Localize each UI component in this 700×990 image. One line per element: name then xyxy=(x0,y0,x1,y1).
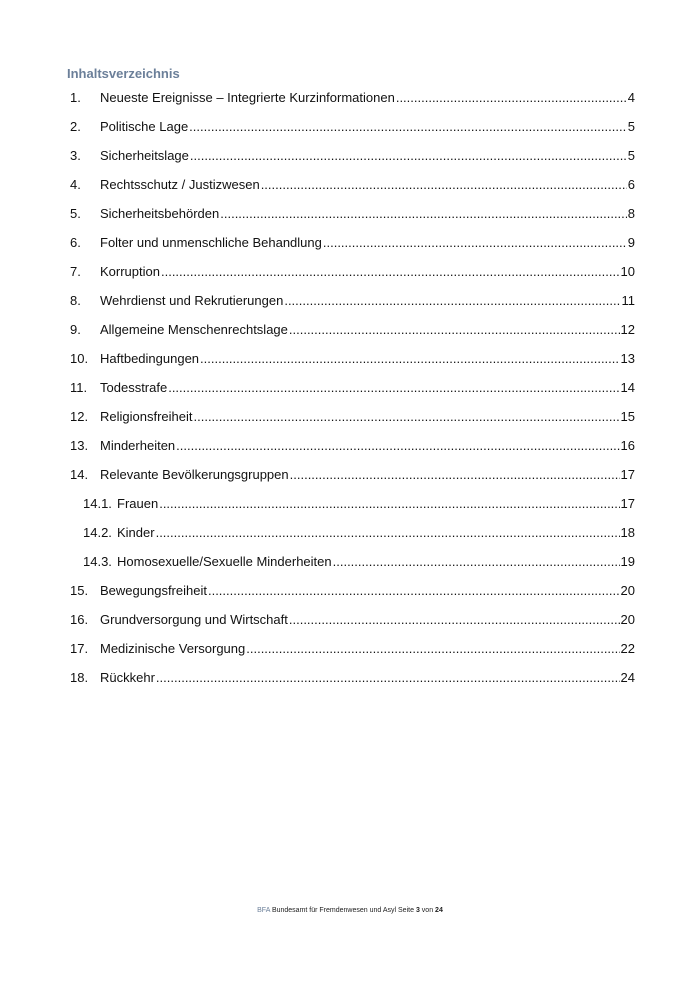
toc-entry-number: 10. xyxy=(70,351,89,366)
toc-dot-leader xyxy=(189,117,627,137)
toc-entry[interactable] xyxy=(70,494,635,523)
toc-entry-number: 5. xyxy=(70,206,81,221)
toc-entry[interactable] xyxy=(70,378,635,407)
toc-entry-page[interactable]: 9 xyxy=(627,235,635,250)
toc-entry[interactable] xyxy=(70,523,635,552)
toc-entry-page[interactable]: 19 xyxy=(620,554,635,569)
toc-entry-title[interactable]: Korruption xyxy=(100,264,160,279)
toc-title: Inhaltsverzeichnis xyxy=(67,66,180,81)
toc-entry-page[interactable]: 16 xyxy=(620,438,635,453)
toc-entry-page[interactable]: 13 xyxy=(620,351,635,366)
toc-entry-number: 9. xyxy=(70,322,81,337)
toc-dot-leader xyxy=(159,494,619,514)
toc-entry-number: 8. xyxy=(70,293,81,308)
page-footer xyxy=(0,907,700,914)
toc-dot-leader xyxy=(161,262,620,282)
toc-entry-page[interactable]: 10 xyxy=(620,264,635,279)
toc-entry[interactable] xyxy=(70,88,635,117)
toc-dot-leader xyxy=(290,465,620,485)
toc-entry-title[interactable]: Rechtsschutz / Justizwesen xyxy=(100,177,260,192)
toc-entry-page[interactable]: 6 xyxy=(627,177,635,192)
toc-entry-title[interactable]: Bewegungsfreiheit xyxy=(100,583,207,598)
toc-entry-page[interactable]: 22 xyxy=(620,641,635,656)
toc-entry-title[interactable]: Kinder xyxy=(117,525,155,540)
toc-dot-leader xyxy=(323,233,627,253)
toc-dot-leader xyxy=(284,291,620,311)
toc-entry[interactable] xyxy=(70,320,635,349)
toc-entry-number: 1. xyxy=(70,90,81,105)
toc-entry-page[interactable]: 5 xyxy=(627,148,635,163)
toc-entry-number: 2. xyxy=(70,119,81,134)
toc-entry-number: 12. xyxy=(70,409,89,424)
toc-entry-number: 15. xyxy=(70,583,89,598)
footer-agency: Bundesamt für Fremdenwesen und Asyl xyxy=(271,907,397,914)
toc-dot-leader xyxy=(289,610,620,630)
toc-entry-title[interactable]: Relevante Bevölkerungsgruppen xyxy=(100,467,289,482)
footer-brand: BFA xyxy=(257,907,270,914)
toc-entry[interactable] xyxy=(70,436,635,465)
toc-entry-title[interactable]: Sicherheitslage xyxy=(100,148,189,163)
toc-entry-number: 11. xyxy=(70,380,88,395)
toc-entry-number: 16. xyxy=(70,612,89,627)
toc-entry-number: 4. xyxy=(70,177,81,192)
toc-entry-title[interactable]: Sicherheitsbehörden xyxy=(100,206,220,221)
toc-entry-title[interactable]: Haftbedingungen xyxy=(100,351,200,366)
toc-dot-leader xyxy=(190,146,627,166)
toc-entry-title[interactable]: Todesstrafe xyxy=(100,380,168,395)
toc-entry[interactable] xyxy=(70,175,635,204)
toc-entry-title[interactable]: Folter und unmenschliche Behandlung xyxy=(100,235,322,250)
toc-entry-title[interactable]: Minderheiten xyxy=(100,438,176,453)
toc-entry[interactable] xyxy=(70,465,635,494)
toc-entry-number: 18. xyxy=(70,670,89,685)
toc-entry-title[interactable]: Allgemeine Menschenrechtslage xyxy=(100,322,288,337)
toc-entry-page[interactable]: 8 xyxy=(627,206,635,221)
toc-entry-page[interactable]: 5 xyxy=(627,119,635,134)
toc-dot-leader xyxy=(168,378,619,398)
toc-entry-number: 14.1. xyxy=(83,496,112,511)
toc-entry[interactable] xyxy=(70,117,635,146)
toc-entry-page[interactable]: 17 xyxy=(620,496,635,511)
toc-entry[interactable] xyxy=(70,146,635,175)
toc-entry-page[interactable]: 12 xyxy=(620,322,635,337)
toc-entry-page[interactable]: 15 xyxy=(620,409,635,424)
toc-dot-leader xyxy=(220,204,627,224)
table-of-contents xyxy=(70,88,635,697)
toc-entry-title[interactable]: Homosexuelle/Sexuelle Minderheiten xyxy=(117,554,332,569)
toc-entry[interactable] xyxy=(70,639,635,668)
footer-current-page: 3 xyxy=(415,907,420,914)
toc-dot-leader xyxy=(246,639,619,659)
toc-entry-number: 14. xyxy=(70,467,89,482)
toc-entry-page[interactable]: 4 xyxy=(627,90,635,105)
toc-entry-number: 3. xyxy=(70,148,81,163)
toc-entry-title[interactable]: Rückkehr xyxy=(100,670,155,685)
toc-entry[interactable] xyxy=(70,407,635,436)
toc-entry-number: 14.3. xyxy=(83,554,112,569)
toc-entry-page[interactable]: 20 xyxy=(620,612,635,627)
toc-dot-leader xyxy=(156,523,620,543)
toc-dot-leader xyxy=(176,436,619,456)
toc-entry[interactable] xyxy=(70,291,635,320)
toc-entry[interactable] xyxy=(70,610,635,639)
toc-entry[interactable] xyxy=(70,233,635,262)
toc-entry-number: 17. xyxy=(70,641,89,656)
toc-entry-page[interactable]: 11 xyxy=(621,293,635,308)
toc-entry[interactable] xyxy=(70,552,635,581)
footer-page-word: Seite xyxy=(398,907,414,914)
toc-entry-number: 7. xyxy=(70,264,81,279)
toc-dot-leader xyxy=(200,349,620,369)
toc-entry-number: 13. xyxy=(70,438,89,453)
toc-dot-leader xyxy=(194,407,620,427)
toc-entry-title[interactable]: Religionsfreiheit xyxy=(100,409,193,424)
footer-total-pages: 24 xyxy=(435,907,443,914)
toc-entry[interactable] xyxy=(70,262,635,291)
toc-entry-title[interactable]: Neueste Ereignisse – Integrierte Kurzinformationen xyxy=(100,90,395,105)
toc-entry-page[interactable]: 14 xyxy=(620,380,635,395)
toc-entry-page[interactable]: 18 xyxy=(620,525,635,540)
toc-entry[interactable] xyxy=(70,204,635,233)
toc-entry-number: 14.2. xyxy=(83,525,112,540)
toc-entry[interactable] xyxy=(70,349,635,378)
toc-dot-leader xyxy=(396,88,627,108)
toc-dot-leader xyxy=(261,175,627,195)
toc-entry[interactable] xyxy=(70,668,635,697)
toc-entry-number: 6. xyxy=(70,235,81,250)
toc-dot-leader xyxy=(208,581,620,601)
toc-dot-leader xyxy=(289,320,620,340)
toc-entry-title[interactable]: Wehrdienst und Rekrutierungen xyxy=(100,293,284,308)
toc-entry-title[interactable]: Politische Lage xyxy=(100,119,189,134)
toc-entry-page[interactable]: 20 xyxy=(620,583,635,598)
toc-dot-leader xyxy=(156,668,620,688)
footer-of-word: von xyxy=(421,907,434,914)
toc-entry[interactable] xyxy=(70,581,635,610)
toc-dot-leader xyxy=(333,552,620,572)
toc-entry-title[interactable]: Grundversorgung und Wirtschaft xyxy=(100,612,288,627)
toc-entry-page[interactable]: 17 xyxy=(620,467,635,482)
toc-entry-title[interactable]: Frauen xyxy=(117,496,159,511)
toc-entry-title[interactable]: Medizinische Versorgung xyxy=(100,641,246,656)
toc-entry-page[interactable]: 24 xyxy=(620,670,635,685)
